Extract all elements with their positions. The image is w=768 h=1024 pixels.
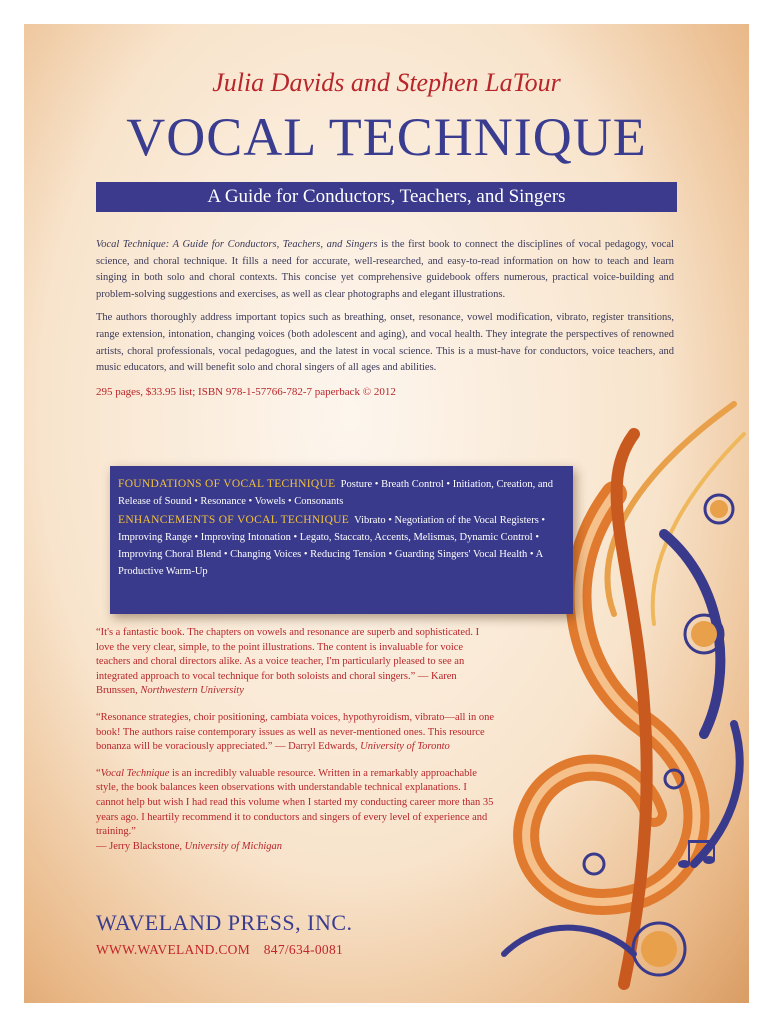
book-flyer [24,24,749,1003]
quote-1 [96,626,496,699]
quote-text: “Resonance strategies, choir positioning, cambiata voices, hypothyroidism, vibrato—all in one book! The authors raise contemporary issues as well as never-mentioned ones. This resource bonanza will be voraciously appreciated.” — Darryl Edwards, [96,711,495,753]
subtitle-bar [96,182,677,212]
authors: Julia Davids and Stephen LaTour [212,68,561,97]
enhancements-items: Vibrato • Negotiation of the Vocal Registers • Improving Range • Improving Intonation • Legato, Staccato, Accents, Melismas, Dynamic Control • Improving Choral Blend • Changing Voices • Reducing Tension • Guarding Singers' Vocal Health • A Productive Warm-Up [118,515,546,577]
publisher-contact [96,942,353,958]
subtitle: A Guide for Conductors, Teachers, and Singers [207,186,566,207]
quote-affiliation: University of Michigan [184,840,283,852]
description-book-title: Vocal Technique: A Guide for Conductors, Teachers, and Singers [96,239,378,250]
enhancements-section [118,512,561,580]
quote-2 [96,711,496,755]
book-details: 295 pages, $33.95 list; ISBN 978-1-57766-782-7 paperback © 2012 [96,385,396,398]
quote-text: “It's a fantastic book. The chapters on vowels and resonance are superb and sophisticated. I love the very clear, simple, to the point illustrations. The content is invaluable for voice teachers and choral directors alike. As a voice teacher, I'm particularly pleased to see an integrated approach to vocal technique for both soloists and choral singers.” — Karen Brunssen, [96,627,480,697]
description-text: is the first book to connect the disciplines of vocal pedagogy, vocal science, and choral technique. It fills a need for accurate, well-researched, and easy-to-read information on how to teach and learn singing in both solo and choral contexts. This concise yet comprehensive guidebook offers numerous, practical voice-building and problem-solving suggestions and exercises, as well as clear photographs and elegant illustrations. [96,239,674,300]
enhancements-heading: ENHANCEMENTS OF VOCAL TECHNIQUE [118,514,350,526]
description-paragraph-2: The authors thoroughly address important topics such as breathing, onset, resonance, vowel modification, vibrato, register transitions, range extension, intonation, changing voices (both adolescent and aging), and vocal health. They integrate the perspectives of renowned artists, choral professionals, vocal pedagogues, and the latest in vocal science. This is a must-have for conductors, voice teachers, and music educators, and will benefit solo and choral singers of all ages and abilities. [96,312,674,374]
publisher-website-link[interactable]: WWW.WAVELAND.COM [96,942,251,957]
quote-attribution: — Jerry Blackstone, [96,840,185,852]
publisher-phone: 847/634-0081 [263,942,344,957]
quote-3: “Vocal Technique is an incredibly valuable resource. Written in a remarkably approachable style, the book balances keen observations with understandable technical explanations. I cannot help but wish I had read this volume when I started my conducting career more than 35 years ago. I heartily recommend it to conductors and singers of every level of experience and training.” — Jerry Blackstone, University of Michigan [96,767,494,852]
book-title: VOCAL TECHNIQUE [126,107,647,167]
description [96,237,674,400]
foundations-section [118,476,561,510]
quote-affiliation: University of Toronto [360,741,450,753]
publisher-name: WAVELAND PRESS, INC. [96,910,353,935]
foundations-heading: FOUNDATIONS OF VOCAL TECHNIQUE [118,478,336,490]
quote-book-title: Vocal Technique [100,767,170,779]
endorsements [96,626,496,866]
table-of-contents [110,466,573,614]
description-paragraph-1 [96,237,674,303]
quote-affiliation: Northwestern University [140,685,244,697]
foundations-items: Posture • Breath Control • Initiation, Creation, and Release of Sound • Resonance • Vowels • Consonants [118,479,554,507]
quote-text: is an incredibly valuable resource. Written in a remarkably approachable style, the book balances keen observations with understandable technical explanations. I cannot help but wish I had read this volume when I started my conducting career more than 35 years ago. I heartily recommend it to conductors and singers of every level of experience and training.” [96,767,494,838]
